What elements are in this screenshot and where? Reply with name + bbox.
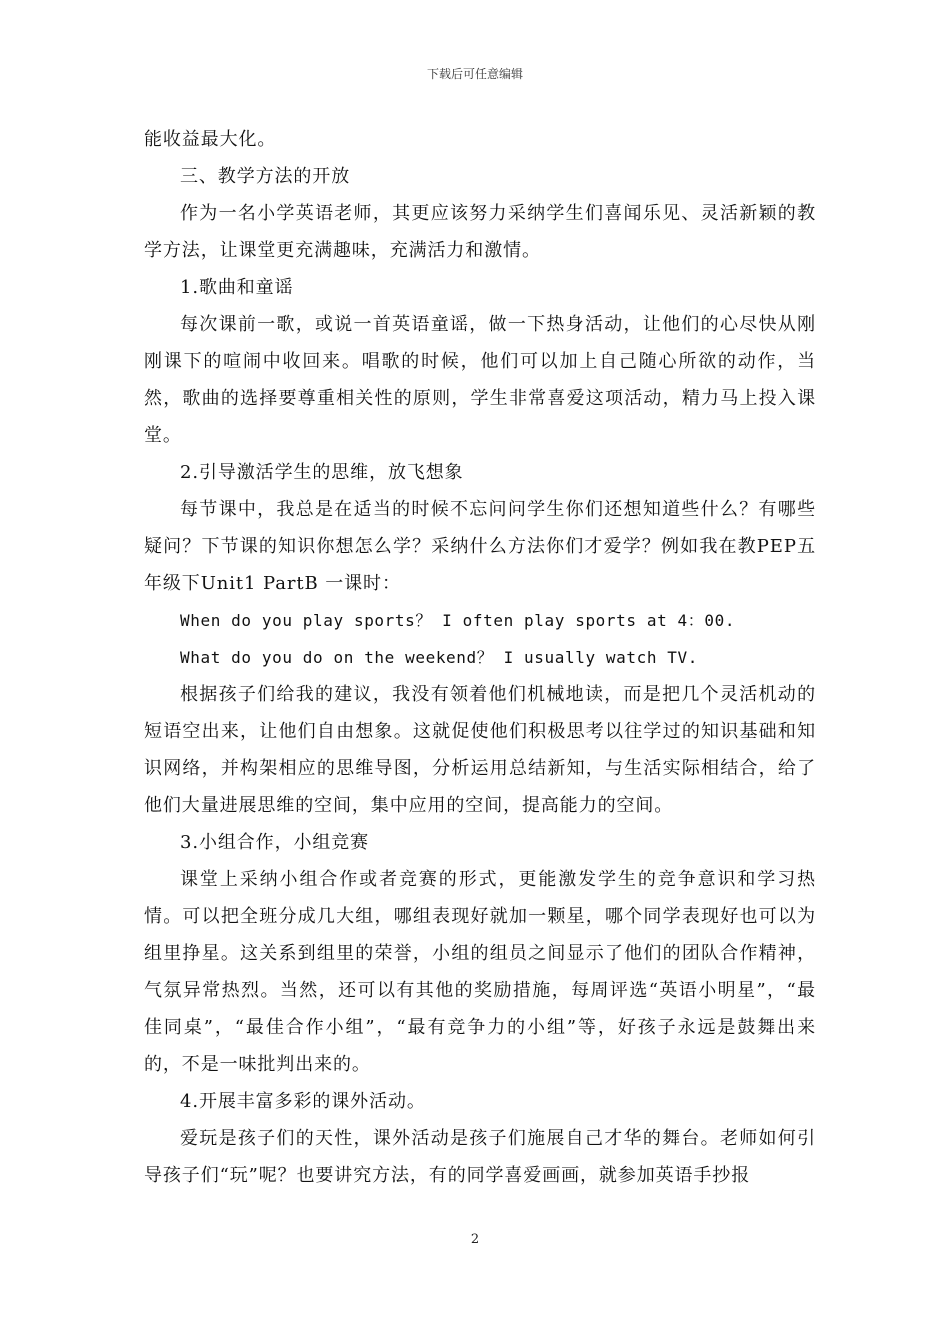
subheading-songs: 1.歌曲和童谣 [180, 277, 294, 298]
page-number: 2 [470, 1232, 480, 1247]
page-header: 下载后可任意编辑 [426, 67, 523, 81]
example-sentence-2: What do you do on the weekend？ I usually watch TV. [180, 648, 699, 667]
paragraph-continuation: 能收益最大化。 [144, 129, 277, 150]
subheading-group-work: 3.小组合作，小组竞赛 [180, 832, 370, 853]
subheading-activities: 4.开展丰富多彩的课外活动。 [180, 1091, 426, 1112]
paragraph-intro: 作为一名小学英语老师，其更应该努力采纳学生们喜闻乐见、灵活新颖的教学方法，让课堂更充满趣味，充满活力和激情。 [144, 203, 816, 261]
paragraph-suggestions: 根据孩子们给我的建议，我没有领着他们机械地读，而是把几个灵活机动的短语空出来，让他们自由想象。这就促使他们积极思考以往学过的知识基础和知识网络，并构架相应的思维导图，分析运用总结新知，与生活实际相结合，给了他们大量进展思维的空间，集中应用的空间，提高能力的空间。 [144, 684, 816, 816]
subheading-thinking: 2.引导激活学生的思维，放飞想象 [180, 462, 464, 483]
paragraph-songs: 每次课前一歌，或说一首英语童谣，做一下热身活动，让他们的心尽快从刚刚课下的喧闹中收回来。唱歌的时候，他们可以加上自己随心所欲的动作，当然，歌曲的选择要尊重相关性的原则，学生非常喜爱这项活动，精力马上投入课堂。 [144, 314, 816, 446]
paragraph-group-work: 课堂上采纳小组合作或者竞赛的形式，更能激发学生的竞争意识和学习热情。可以把全班分成几大组，哪组表现好就加一颗星，哪个同学表现好也可以为组里挣星。这关系到组里的荣誉，小组的组员之间显示了他们的团队合作精神，气氛异常热烈。当然，还可以有其他的奖励措施，每周评选“英语小明星”，“最佳同桌”，“最佳合作小组”，“最有竞争力的小组”等，好孩子永远是鼓舞出来的，不是一味批判出来的。 [144, 869, 816, 1075]
paragraph-thinking: 每节课中，我总是在适当的时候不忘问问学生你们还想知道些什么？有哪些疑问？下节课的知识你想怎么学？采纳什么方法你们才爱学？例如我在教PEP五年级下Unit1 PartB 一课时： [144, 499, 816, 594]
section-heading-teaching-methods: 三、教学方法的开放 [180, 166, 351, 187]
paragraph-activities: 爱玩是孩子们的天性，课外活动是孩子们施展自己才华的舞台。老师如何引导孩子们“玩”呢？也要讲究方法，有的同学喜爱画画，就参加英语手抄报 [144, 1128, 816, 1186]
document-body [144, 121, 816, 1194]
example-sentence-1: When do you play sports？ I often play sports at 4：00. [180, 611, 736, 630]
